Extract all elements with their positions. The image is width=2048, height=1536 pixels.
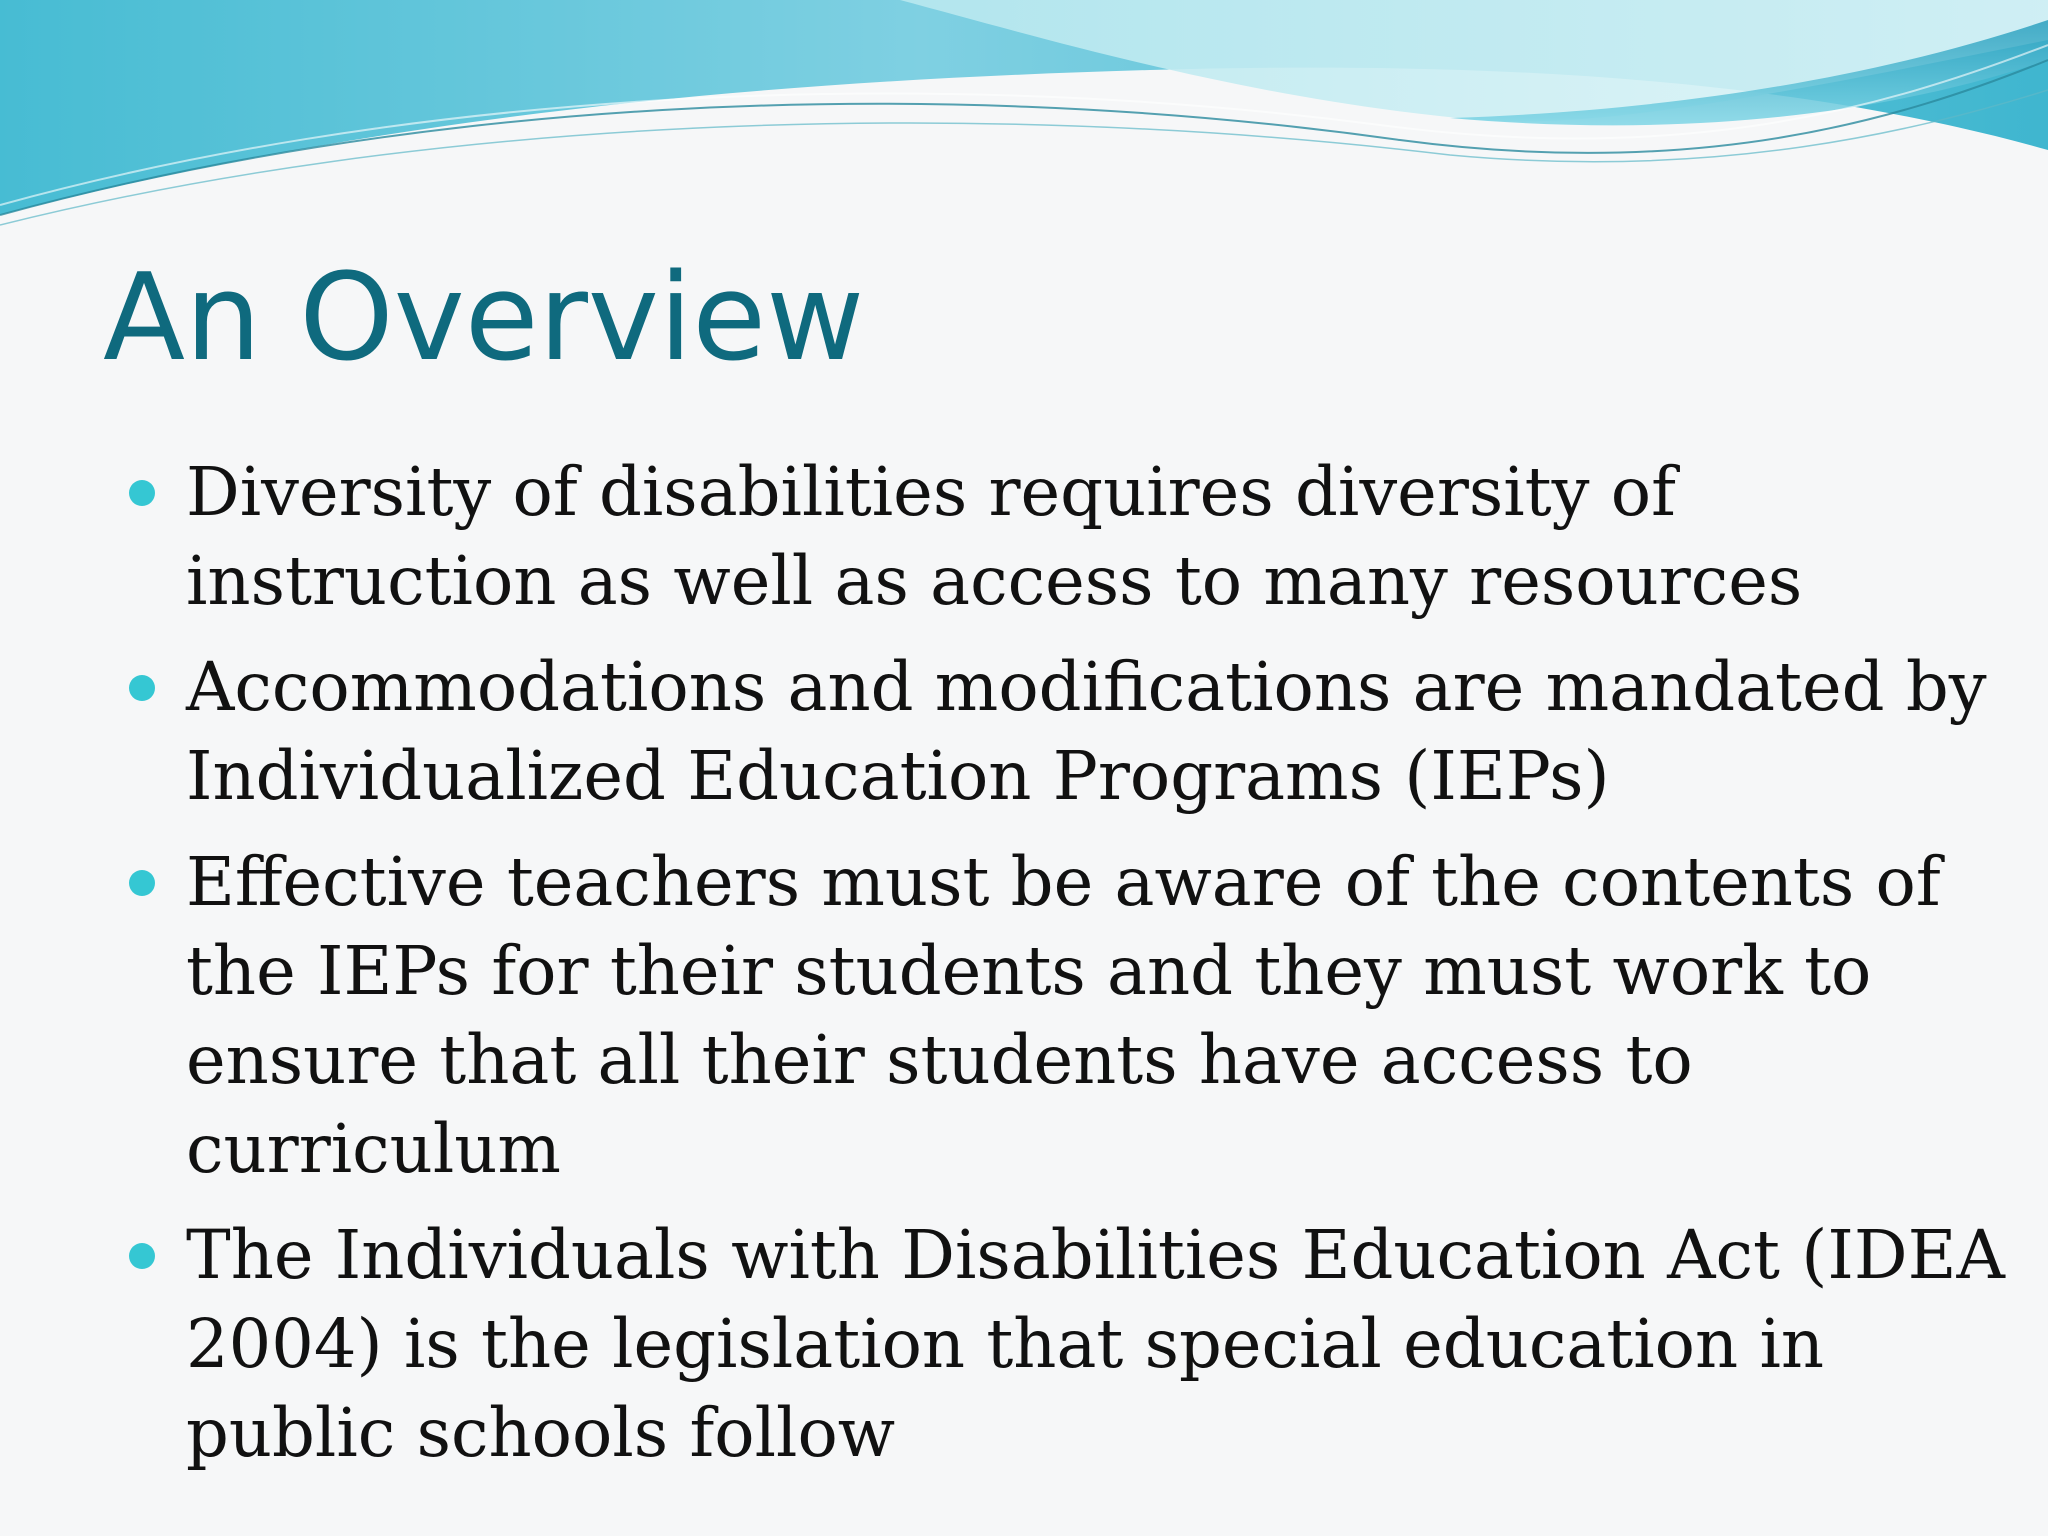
bullet-item <box>126 838 2006 1194</box>
wave-header-decoration <box>0 0 2048 240</box>
bullet-text: Accommodations and modifications are mandated by Individualized Education Programs (IEPs) <box>186 648 1987 815</box>
bullet-dot-icon <box>129 870 155 896</box>
bullet-text: Effective teachers must be aware of the contents of the IEPs for their students and they must work to ensure that all their students have access to curriculum <box>186 843 1941 1188</box>
bullet-text: Diversity of disabilities requires diversity of instruction as well as access to many resources <box>186 453 1803 620</box>
bullet-item <box>126 1211 2006 1478</box>
bullet-dot-icon <box>129 675 155 701</box>
bullet-dot-icon <box>129 1243 155 1269</box>
bullet-item <box>126 643 2006 821</box>
bullet-text: The Individuals with Disabilities Education Act (IDEA 2004) is the legislation that special education in public schools follow <box>186 1216 2005 1472</box>
slide-title: An Overview <box>103 249 865 388</box>
bullet-list <box>126 448 2006 1495</box>
bullet-item <box>126 448 2006 626</box>
bullet-dot-icon <box>129 480 155 506</box>
